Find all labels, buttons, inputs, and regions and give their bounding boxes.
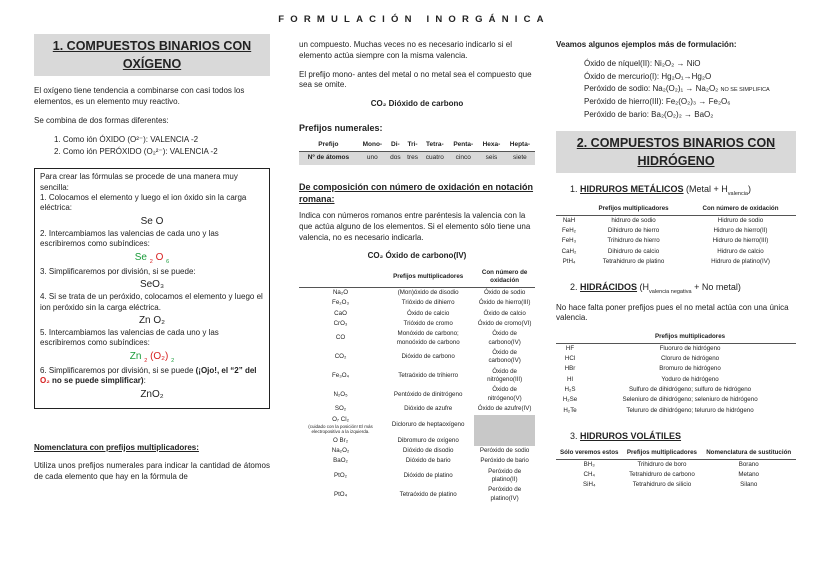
table-header: Tetra- — [421, 140, 448, 151]
table-row — [556, 480, 796, 490]
table-row — [556, 364, 796, 374]
volatile-heading: 3. HIDRUROS VOLÁTILES — [570, 431, 682, 442]
table-cell: Dihidruro de hierro — [607, 226, 660, 234]
roman-text: Indica con números romanos entre paréntesis la valencia con la que actúa alguno de los elementos. Si el elemento sólo tiene una valencia, no es necesario indicarla. — [299, 210, 531, 242]
table-cell: BaO₂ — [333, 457, 348, 465]
table-cell: SO₂ — [334, 405, 347, 413]
table-cell: Nº de átomos — [299, 151, 358, 164]
table-row — [299, 367, 535, 386]
example-item: Óxido de mercurio(I): Hg₂O₁→Hg₂O — [584, 71, 712, 81]
table-cell: PtO₂ — [334, 471, 348, 479]
table-cell: Tetraóxido de platino — [399, 490, 457, 498]
table-cell: CaO — [334, 309, 347, 317]
table-row — [556, 247, 796, 257]
table-cell: Fluoruro de hidrógeno — [659, 344, 721, 352]
table-cell: Hidruro de platino(IV) — [711, 258, 770, 266]
table-cell: Óxido de azufre(IV) — [477, 405, 532, 413]
table-cell: BH₃ — [583, 460, 595, 468]
page-title: FORMULACIÓN INORGÁNICA — [278, 14, 550, 25]
forms-intro: Se combina de dos formas diferentes: — [34, 115, 169, 125]
table-row — [299, 319, 535, 329]
table-cell: N₂O₅ — [333, 390, 348, 398]
table-cell: Óxido de calcio — [483, 309, 526, 317]
table-cell: Dióxido de azufre — [404, 405, 453, 413]
table-row — [556, 354, 796, 364]
procedure-step-3: 3. Simplificaremos por división, si se puede: — [40, 266, 196, 276]
example-item: Óxido de níquel(II): Ni₂O₂ → NiO — [584, 58, 701, 68]
nomenclature-text: Utiliza unos prefijos numerales para indicar la cantidad de átomos de cada elemento que hay en la fórmula de — [34, 461, 270, 482]
example-item: Peróxido de bario: Ba₂(O₂)₂ → BaO₂ — [584, 109, 714, 119]
table-cell: seis — [478, 151, 505, 164]
table-header: Di- — [387, 140, 404, 151]
table-row — [299, 309, 535, 319]
table-row — [556, 257, 796, 267]
table-cell: Metano — [738, 470, 759, 478]
table-cell: siete — [505, 151, 535, 164]
table-header: Sólo veremos estos — [556, 448, 622, 459]
table-cell: Trihidruro de boro — [637, 460, 687, 468]
table-header — [299, 268, 382, 287]
table-cell: FeH₃ — [561, 237, 577, 245]
table-cell: Peróxido de sodio — [479, 447, 530, 455]
hydracid-text: No hace falta poner prefijos pues el no metal actúa con una única valencia. — [556, 302, 789, 323]
table-cell: FeH₂ — [561, 226, 577, 234]
example-item: Peróxido de hierro(III): Fe₂(O₂)₃ → Fe₂O₆ — [584, 97, 731, 107]
procedure-step-5: 5. Intercambiamos las valencias de cada uno y las escribiremos como subíndices: — [40, 327, 219, 348]
table-row — [299, 467, 535, 486]
table-row — [299, 385, 535, 404]
table-cell: Pentóxido de dinitrógeno — [393, 390, 463, 398]
example-item: Peróxido de sodio: Na₂(O₂)₁ → Na₂O₂ NO SE SIMPLIFICA — [584, 84, 770, 94]
table-cell: CO₂ — [334, 353, 347, 361]
table-cell: Dióxido de disodio — [402, 447, 454, 455]
metal-hydrides-table — [556, 204, 796, 267]
table-cell: Telururo de dihidrógeno; telururo de hidrógeno — [626, 406, 754, 414]
table-row — [299, 485, 535, 504]
hydride-heading: 1. HIDRUROS METÁLICOS (Metal + $H_{valencia}$) — [570, 184, 751, 197]
table-cell: Óxido de cromo(VI) — [477, 319, 532, 327]
form-oxide: 1. Como ión ÓXIDO (O²⁻): VALENCIA -2 — [54, 134, 199, 144]
table-cell: Trihidruro de hierro — [607, 237, 660, 245]
table-cell: Peróxido de platino(IV) — [488, 486, 522, 502]
table-row — [556, 226, 796, 236]
table-cell: uno — [358, 151, 387, 164]
procedure-step-2: 2. Intercambiamos las valencias de cada uno y las escribiremos como subíndices: — [40, 228, 219, 249]
table-cell: Óxido de sodio — [483, 288, 526, 296]
table-cell: Dihidruro de calcio — [607, 247, 660, 255]
table-cell: CO — [335, 334, 346, 342]
table-cell: Tetraóxido de trihierro — [398, 371, 459, 379]
table-cell: Dibromuro de oxígeno — [397, 436, 459, 444]
form-peroxide: 2. Como ión PERÓXIDO (O₂²⁻): VALENCIA -2 — [54, 147, 218, 157]
table-cell: cinco — [448, 151, 478, 164]
example-co2: CO₂ Dióxido de carbono — [370, 99, 464, 109]
column-1 — [34, 34, 270, 491]
table-row — [556, 406, 796, 416]
table-row — [556, 236, 796, 246]
table-header: Con número de oxidación — [474, 268, 535, 287]
table-cell: Óxido de hierro(III) — [478, 299, 531, 307]
table-cell: HBr — [564, 365, 576, 373]
table-row — [556, 470, 796, 480]
procedure-step-1: 1. Colocamos el elemento y luego el ion óxido sin la carga eléctrica: — [40, 193, 247, 213]
table-cell: HCl — [564, 354, 576, 362]
section-heading-oxygen: 1. COMPUESTOS BINARIOS CON OXÍGENO — [34, 34, 270, 76]
volatile-hydrides-table — [556, 448, 796, 490]
table-cell: Hidruro de hierro(III) — [712, 237, 769, 245]
table-cell: PtO₄ — [333, 490, 348, 498]
table-row — [556, 343, 796, 354]
table-cell: H₂Se — [562, 396, 578, 404]
table-cell: Dióxido de carbono — [401, 353, 455, 361]
oxides-table — [299, 268, 535, 504]
table-cell: H₂S — [564, 386, 576, 394]
table-cell: Trióxido de cromo — [403, 319, 453, 327]
roman-heading: De composición con número de oxidación en notación romana: — [299, 181, 534, 204]
formula-step-2: Se $_2$ O $_6$ — [134, 251, 170, 265]
table-cell: Peróxido de bario — [480, 457, 529, 465]
table-cell: Hidruro de sodio — [717, 216, 764, 224]
table-cell: Óxido de calcio — [407, 309, 450, 317]
section-heading-hydrogen: 2. COMPUESTOS BINARIOS CON HIDRÓGENO — [556, 131, 796, 173]
table-cell: Na₂O₂ — [331, 447, 350, 455]
table-cell: HF — [565, 344, 575, 352]
table-cell: Tetrahidruro de silicio — [632, 481, 692, 489]
table-cell: Hidruro de hierro(II) — [713, 226, 768, 234]
table-cell: CrO₃ — [333, 319, 348, 327]
table-cell: cuatro — [421, 151, 448, 164]
procedure-step-6: 6. Simplificaremos por división, si se puede (¡Ojo!, el “2” del O₂ no se puede simplificar): — [40, 365, 257, 386]
table-cell: hidruro de sodio — [611, 216, 656, 224]
table-header: Hepta- — [505, 140, 535, 151]
table-row — [299, 329, 535, 348]
formula-step-4: Zn O₂ — [138, 314, 166, 326]
column-2 — [299, 40, 535, 504]
formula-step-3: SeO₃ — [139, 279, 165, 291]
table-cell: Seleniuro de dihidrógeno; seleniuro de hidrógeno — [622, 396, 758, 404]
table-cell: Tetrahidruro de carbono — [629, 470, 695, 478]
table-row — [556, 375, 796, 385]
table-header: Prefijo — [299, 140, 358, 151]
table-header: Nomenclatura de sustitución — [701, 448, 796, 459]
table-header — [556, 204, 582, 215]
prefijos-table — [299, 140, 535, 165]
forms-list — [34, 135, 270, 159]
table-header: Tri- — [404, 140, 421, 151]
table-cell: Tetrahidruro de platino — [602, 258, 665, 266]
table-header: Mono- — [358, 140, 387, 151]
table-cell: tres — [404, 151, 421, 164]
table-row — [556, 215, 796, 226]
nomenclature-cont: un compuesto. Muchas veces no es necesario indicarlo si el elemento actúa siempre con la misma valencia. — [299, 40, 512, 60]
table-header: Prefijos multiplicadores — [582, 204, 685, 215]
table-cell: Borano — [738, 460, 759, 468]
table-cell: Dióxido de bario — [405, 457, 451, 465]
table-cell: SiH₄ — [582, 481, 596, 489]
table-header: Prefijos multiplicadores — [382, 268, 474, 287]
table-row — [299, 404, 535, 414]
table-cell: H₂Te — [563, 406, 577, 414]
table-cell: O Br₂ — [332, 436, 349, 444]
procedure-intro: Para crear las fórmulas se procede de una manera muy sencilla: — [40, 172, 238, 192]
examples-list — [556, 59, 796, 121]
table-cell: (Mon)óxido de disodio — [397, 288, 459, 296]
formula-step-6: ZnO₂ — [140, 388, 164, 400]
example-co2-roman: CO₂ Óxido de carbono(IV) — [367, 251, 467, 261]
column-3 — [556, 40, 796, 491]
procedure-box — [34, 168, 270, 408]
table-row — [299, 298, 535, 308]
table-cell: CaH₂ — [561, 247, 577, 255]
table-cell: Fe₂O₃ — [332, 299, 350, 307]
nomenclature-heading: Nomenclatura con prefijos multiplicadores: — [34, 442, 199, 452]
table-cell: Yoduro de hidrógeno — [661, 375, 719, 383]
table-cell: Óxido de nitrógeno(III) — [487, 367, 523, 384]
examples-heading: Veamos algunos ejemplos más de formulación: — [556, 40, 737, 49]
procedure-step-4: 4. Si se trata de un peróxido, colocamos el elemento y luego el ion peróxido sin la carga eléctrica. — [40, 292, 263, 312]
table-cell: Óxido de carbono(IV) — [488, 330, 521, 346]
table-cell: Trióxido de dihierro — [401, 299, 455, 307]
table-cell: Na₂O — [332, 288, 349, 296]
table-cell — [474, 415, 535, 447]
hydracid-heading: 2. HIDRÁCIDOS ($H_{valencia negativa} + No$ metal) — [570, 282, 741, 296]
table-cell: CH₄ — [583, 470, 595, 478]
table-header: Hexa- — [478, 140, 505, 151]
table-cell: Óxido de nitrógeno(V) — [487, 386, 522, 402]
table-cell: Hidruro de calcio — [717, 247, 764, 255]
table-cell: PtH₄ — [562, 258, 576, 266]
intro-text: El oxígeno tiene tendencia a combinarse con casi todos los elementos, es un elemento muy reactivo. — [34, 86, 245, 107]
table-cell: O₇ Cl₂ (cuidado con la posición! El más electropositivo a la izquierda. — [308, 415, 373, 435]
table-cell: Bromuro de hidrógeno — [659, 365, 721, 373]
table-header: Prefijos multiplicadores — [622, 448, 701, 459]
table-header: Penta- — [448, 140, 478, 151]
formula-step-5: Zn $_2$ (O₂) $_2$ — [129, 350, 175, 364]
table-row — [556, 385, 796, 395]
table-row — [299, 456, 535, 466]
table-cell: Fe₃O₄ — [331, 371, 350, 379]
mono-rule: El prefijo mono- antes del metal o no metal sea el compuesto que sea se omite. — [299, 69, 532, 90]
table-row — [299, 348, 535, 367]
table-cell: Sulfuro de dihidrógeno; sulfuro de hidrógeno — [628, 386, 752, 394]
table-cell: Monóxido de carbono; monoóxido de carbono — [396, 330, 460, 346]
table-cell: Óxido de carbono(IV) — [488, 349, 521, 365]
table-cell: Dicloruro de heptaoxígeno — [391, 420, 465, 428]
table-cell: Peróxido de platino(II) — [488, 467, 522, 484]
table-cell: NaH — [562, 216, 576, 224]
table-cell: dos — [387, 151, 404, 164]
formula-step-1: Se O — [140, 215, 164, 227]
table-row — [299, 415, 535, 436]
hydracids-table: Prefijos multiplicadores HF Fluoruro de hidrógeno HCl Cloruro de hidrógeno HBr Bromuro de hidrógeno HI Yoduro de hidrógeno H₂S Sulfuro de dihidrógeno; sulfuro de hidrógeno H₂Se Seleniuro de dihidrógeno; seleniuro de hidrógeno H₂Te Telururo de dihidrógeno; telururo de hidrógeno — [556, 332, 796, 416]
table-cell: Cloruro de hidrógeno — [660, 354, 720, 362]
prefijos-heading: Prefijos numerales: — [299, 122, 383, 133]
table-row — [299, 287, 535, 298]
table-cell: Dióxido de platino — [403, 471, 453, 479]
table-row — [556, 395, 796, 405]
table-cell: HI — [566, 375, 574, 383]
table-row — [556, 459, 796, 470]
table-header: Con número de oxidación — [685, 204, 796, 215]
table-row — [299, 446, 535, 456]
table-cell: Silano — [740, 481, 758, 489]
